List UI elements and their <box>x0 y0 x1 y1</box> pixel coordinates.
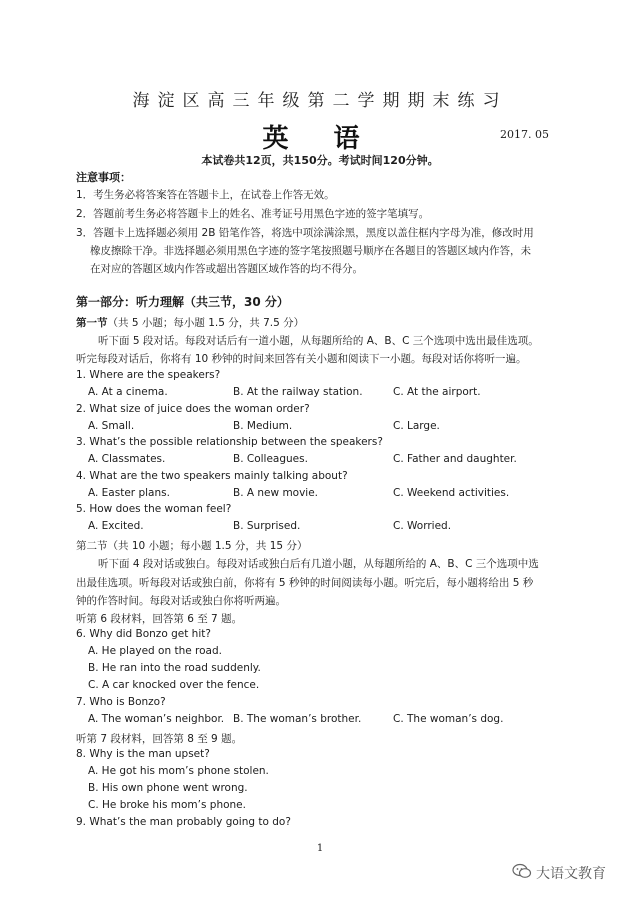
notice-heading: 注意事项： <box>76 171 131 184</box>
material-7-instruction: 听第 7 段材料，回答第 8 至 9 题。 <box>76 733 243 745</box>
question-2: 2. What size of juice does the woman order? <box>76 403 310 415</box>
section1-instructions-1: 听下面 5 段对话。每段对话后有一道小题，从每题所给的 A、B、C 三个选项中选出最佳选项。 <box>98 335 539 347</box>
q2-option-a: A. Small. <box>88 420 135 432</box>
section1-points: （共 5 小题；每小题 1.5 分，共 7.5 分） <box>107 317 305 329</box>
section2-instructions-3: 钟的作答时间。每段对话或独白你将听两遍。 <box>76 595 286 607</box>
q6-option-a: A. He played on the road. <box>88 645 222 657</box>
q4-option-b: B. A new movie. <box>233 487 319 499</box>
q3-option-b: B. Colleagues. <box>233 453 308 465</box>
wechat-icon <box>512 863 532 883</box>
q8-option-a: A. He got his mom’s phone stolen. <box>88 765 269 777</box>
material-6-instruction: 听第 6 段材料，回答第 6 至 7 题。 <box>76 613 243 625</box>
section1-heading <box>76 315 304 330</box>
q1-option-b: B. At the railway station. <box>233 386 363 398</box>
question-9: 9. What’s the man probably going to do? <box>76 816 291 828</box>
section1-label: 第一节 <box>76 317 108 329</box>
watermark-text: 大语文教育 <box>536 866 606 882</box>
subject-title: 英 语 <box>262 124 378 154</box>
part1-heading: 第一部分：听力理解（共三节，30 分） <box>76 295 289 309</box>
q7-option-b: B. The woman’s brother. <box>233 713 362 725</box>
exam-title: 海淀区高三年级第二学期期末练习 <box>132 91 508 111</box>
notice-item-3-cont: 橡皮擦除干净。非选择题必须用黑色字迹的签字笔按照题号顺序在各题目的答题区域内作答，未 <box>90 245 531 257</box>
watermark <box>512 863 606 883</box>
q8-option-b: B. His own phone went wrong. <box>88 782 248 794</box>
question-8: 8. Why is the man upset? <box>76 748 210 760</box>
question-5: 5. How does the woman feel? <box>76 503 232 515</box>
notice-item-3: 3．答题卡上选择题必须用 2B 铅笔作答，将选中项涂满涂黑，黑度以盖住框内字母为准，修改时用 <box>76 227 534 239</box>
notice-item-2: 2．答题前考生务必将答题卡上的姓名、准考证号用黑色字迹的签字笔填写。 <box>76 208 430 220</box>
q2-option-c: C. Large. <box>393 420 440 432</box>
q2-option-b: B. Medium. <box>233 420 293 432</box>
q8-option-c: C. He broke his mom’s phone. <box>88 799 246 811</box>
section2-heading: 第二节（共 10 小题；每小题 1.5 分，共 15 分） <box>76 540 308 552</box>
page-number: 1 <box>316 843 324 854</box>
section2-instructions-1: 听下面 4 段对话或独白。每段对话或独白后有几道小题，从每题所给的 A、B、C 三个选项中选 <box>98 558 539 570</box>
q5-option-a: A. Excited. <box>88 520 144 532</box>
q6-option-b: B. He ran into the road suddenly. <box>88 662 261 674</box>
q5-option-b: B. Surprised. <box>233 520 301 532</box>
question-4: 4. What are the two speakers mainly talking about? <box>76 470 348 482</box>
q1-option-a: A. At a cinema. <box>88 386 168 398</box>
q3-option-a: A. Classmates. <box>88 453 166 465</box>
question-6: 6. Why did Bonzo get hit? <box>76 628 211 640</box>
q3-option-c: C. Father and daughter. <box>393 453 517 465</box>
q7-option-c: C. The woman’s dog. <box>393 713 504 725</box>
q6-option-c: C. A car knocked over the fence. <box>88 679 260 691</box>
q7-option-a: A. The woman’s neighbor. <box>88 713 225 725</box>
notice-item-3-cont2: 在对应的答题区域内作答或超出答题区域作答的均不得分。 <box>90 263 363 275</box>
question-7: 7. Who is Bonzo? <box>76 696 166 708</box>
q1-option-c: C. At the airport. <box>393 386 481 398</box>
section1-instructions-2: 听完每段对话后，你将有 10 秒钟的时间来回答有关小题和阅读下一小题。每段对话你将听一遍。 <box>76 353 527 365</box>
q5-option-c: C. Worried. <box>393 520 452 532</box>
q4-option-a: A. Easter plans. <box>88 487 170 499</box>
q4-option-c: C. Weekend activities. <box>393 487 510 499</box>
section2-instructions-2: 出最佳选项。听每段对话或独白前，你将有 5 秒钟的时间阅读每小题。听完后，每小题将给出 5 秒 <box>76 577 534 589</box>
exam-info: 本试卷共12页，共150分。考试时间120分钟。 <box>201 154 439 167</box>
question-1: 1. Where are the speakers? <box>76 369 221 381</box>
question-3: 3. What’s the possible relationship between the speakers? <box>76 436 383 448</box>
exam-date: 2017. 05 <box>500 128 549 141</box>
notice-item-1: 1．考生务必将答案答在答题卡上，在试卷上作答无效。 <box>76 189 335 201</box>
